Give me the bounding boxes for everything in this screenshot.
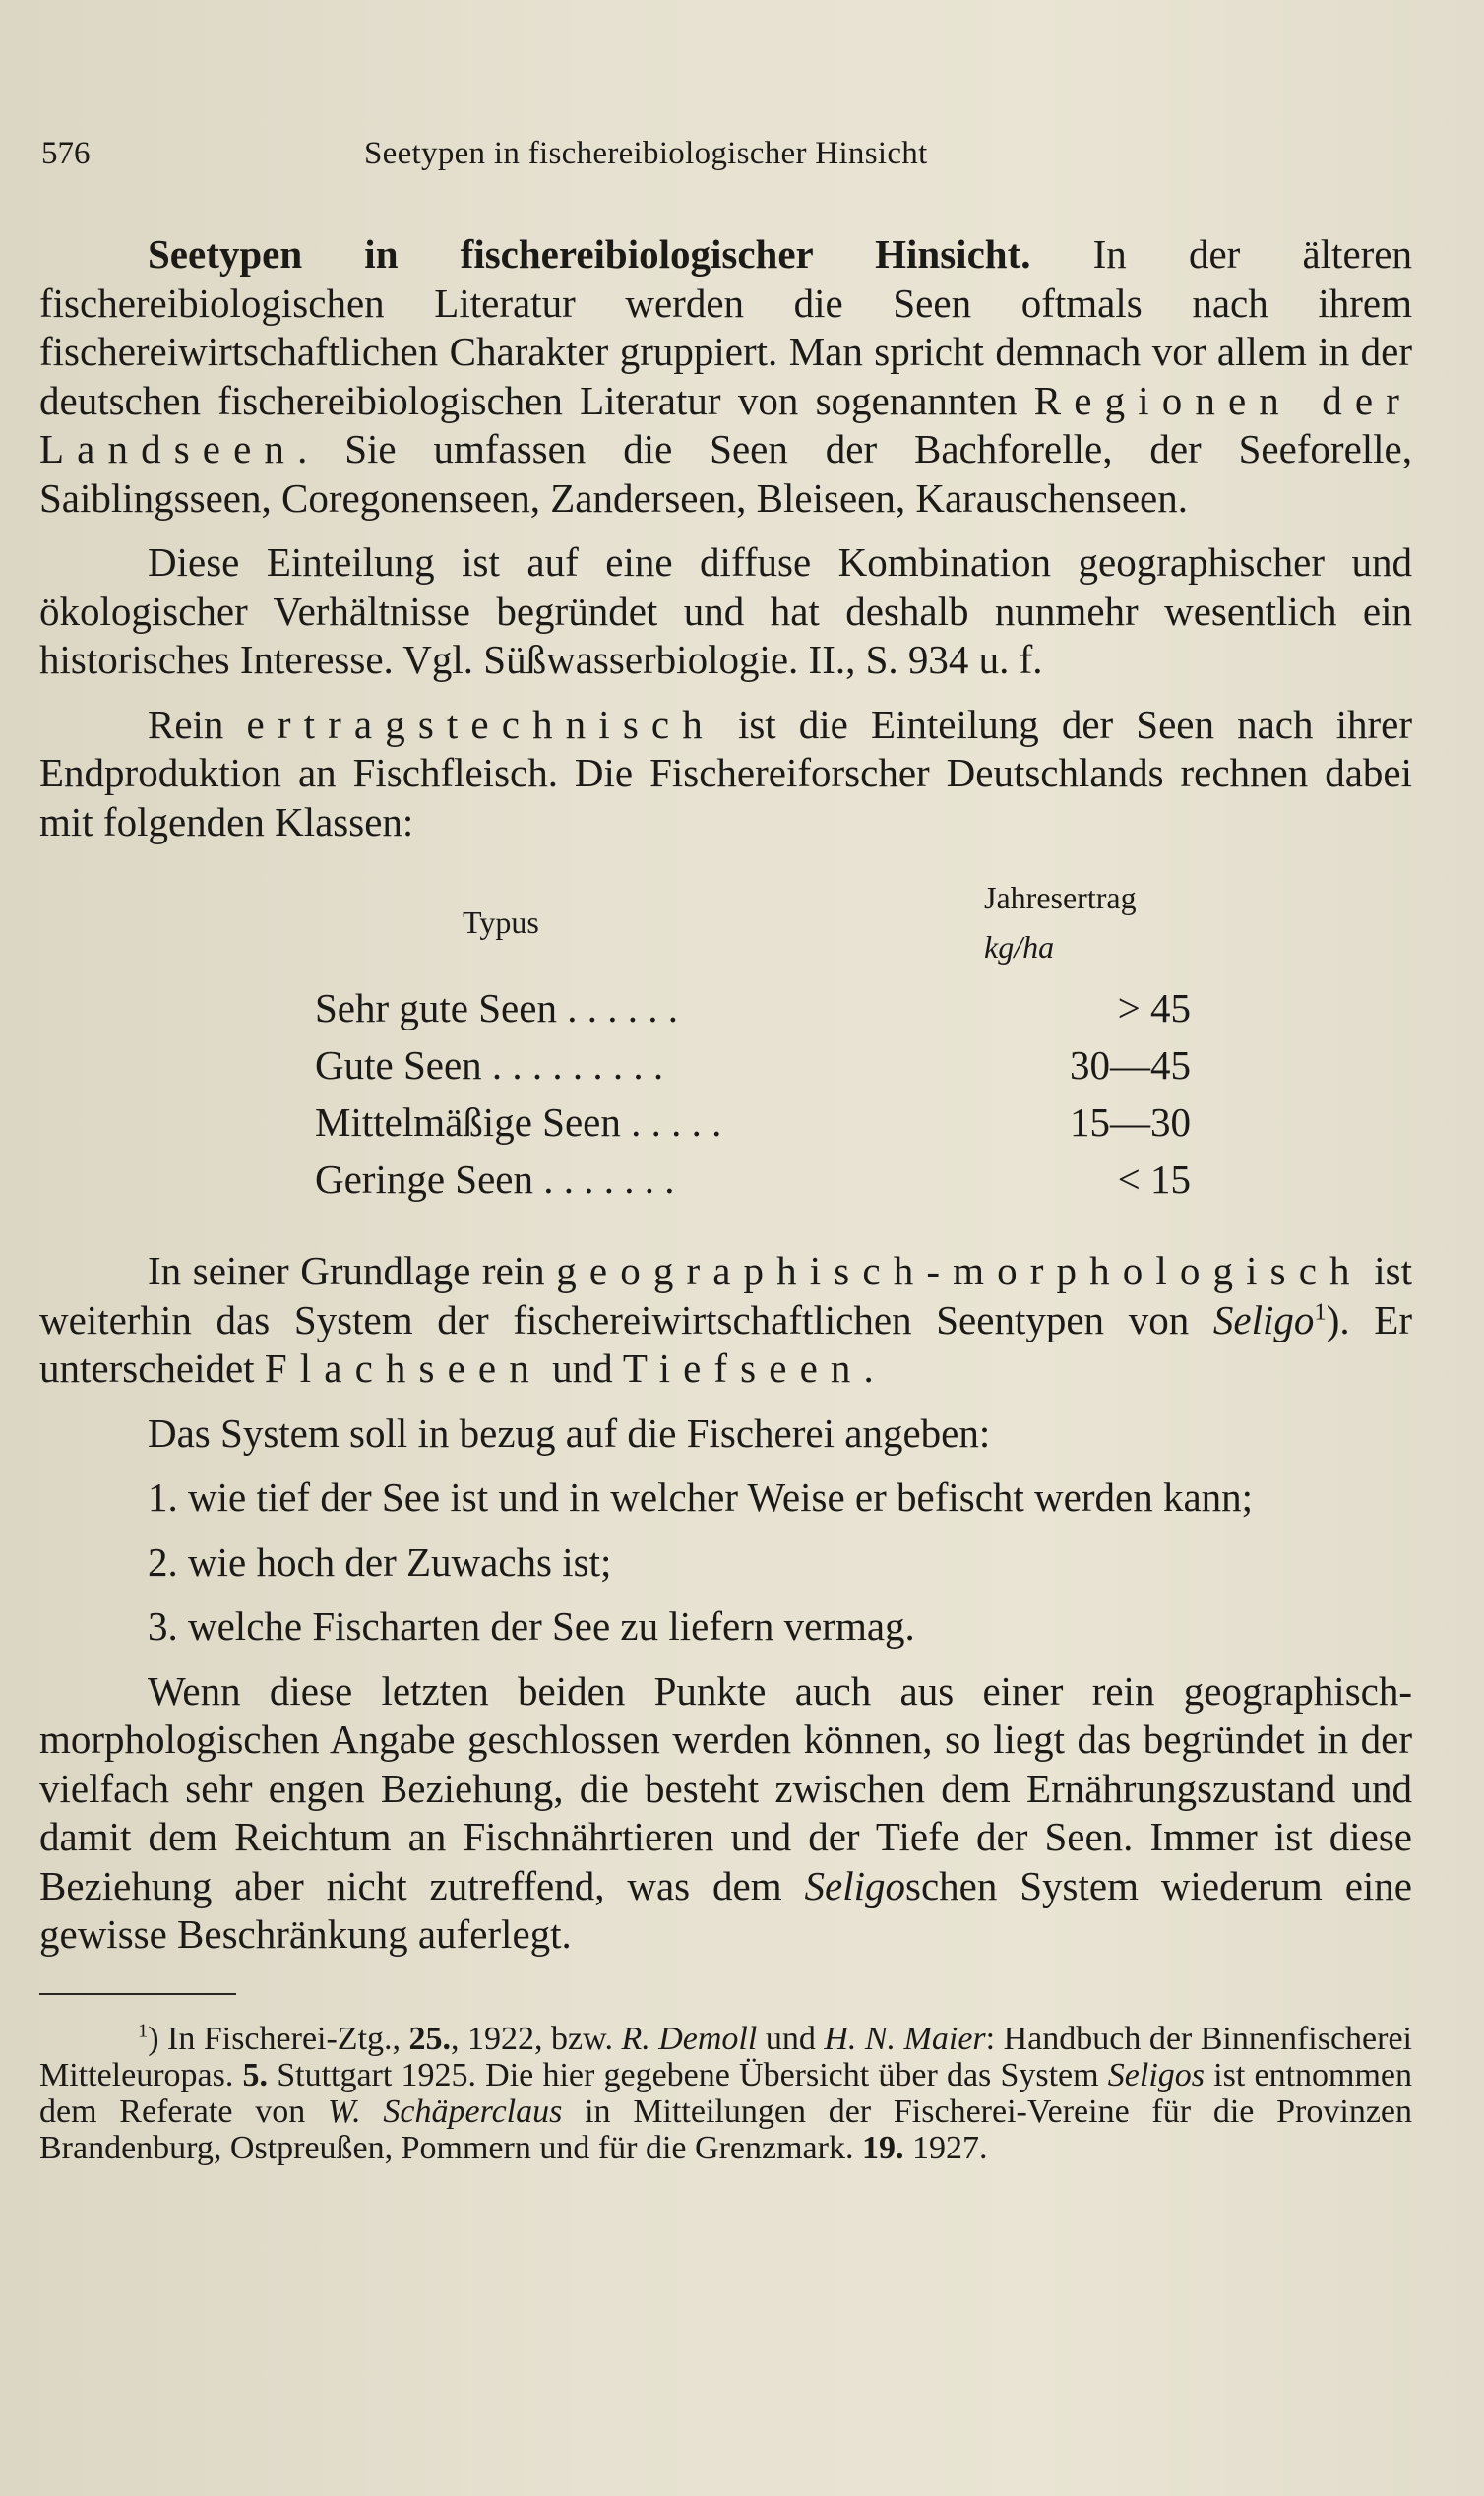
running-head — [39, 118, 1412, 177]
seligo-text-a: In seiner Grundlage rein — [148, 1248, 557, 1293]
author-schaeperclaus: W. Schäperclaus — [327, 2092, 563, 2130]
seligo-text-c: ). Er unterscheidet — [39, 1296, 1412, 1391]
seligo-text-b: ist weiterhin das System der fischereiwirtschaftlichen Seentypen von — [39, 1248, 1412, 1342]
lake-type: Mittelmäßige Seen . . . . . — [315, 1099, 722, 1145]
spaced-term-tiefseen: Tiefseen — [622, 1345, 864, 1391]
author-maier: H. N. Maier — [824, 2020, 986, 2057]
yield-value: 30—45 — [1070, 1042, 1191, 1088]
running-title: Seetypen in fischereibiologischer Hinsicht — [364, 136, 928, 171]
paragraph-ertrag — [39, 701, 1412, 847]
paragraph-conclusion — [39, 1667, 1412, 1960]
table-row — [315, 1036, 1191, 1093]
footnote-number: 1 — [138, 2020, 149, 2042]
footnote-mark: 1 — [1314, 1297, 1327, 1325]
table-header-row — [315, 874, 1191, 979]
page-number: 576 — [41, 136, 91, 171]
volume-number: 19. — [861, 2129, 904, 2166]
table-row — [315, 979, 1191, 1036]
yield-classes-table — [315, 874, 1191, 1208]
footnote: $^1$) In Fischerei-Ztg., 25., 1922, bzw. R. Demoll und H. N. Maier: Handbuch der Binnenfischerei Mitteleuropas. 5. Stuttgart 1925. Die hier gegebene Übersicht über das System Seligos ist entnommen dem Referate von W. Schäperclaus in Mitteilungen der Fischerei-Vereine für die Provinzen Brandenburg, Ostpreußen, Pommern und für die Grenzmark. 19. 1927. — [39, 2020, 1413, 2166]
page-content — [39, 118, 1412, 2166]
footnote-rule — [39, 1993, 236, 1995]
list-item: 2. wie hoch der Zuwachs ist; — [148, 1538, 612, 1585]
volume-number: 25. — [408, 2020, 452, 2057]
lake-type: Sehr gute Seen . . . . . . — [315, 985, 678, 1030]
lake-type: Gute Seen . . . . . . . . . — [315, 1042, 664, 1088]
list-item: 1. wie tief der See ist und in welcher Weise er befischt werden kann; — [148, 1474, 1254, 1520]
spaced-term-flachseen: Flachseen — [264, 1345, 542, 1391]
section-heading: Seetypen in fischereibiologischer Hinsicht. — [148, 231, 1031, 277]
yield-value: < 15 — [1117, 1156, 1191, 1202]
einteilung-text: Diese Einteilung ist auf eine diffuse Kombination geographischer und ökologischer Verhältnisse begründet und hat deshalb nunmehr wesentlich ein historisches Interesse. Vgl. Süßwasserbiologie. II., S. 934 u. f. — [39, 539, 1412, 682]
paragraph-intro — [39, 230, 1412, 523]
spaced-term-regionen: Regionen der Landseen — [39, 377, 1412, 471]
conclusion-text-b: schen System wiederum eine gewisse Beschränkung auferlegt. — [39, 1862, 1412, 1957]
author-seligo: Seligo — [1212, 1296, 1315, 1342]
author-seligo: Seligo — [804, 1862, 905, 1908]
author-demoll: R. Demoll — [621, 2020, 758, 2057]
paragraph-seligo — [39, 1247, 1412, 1394]
spaced-term-ertragstechnisch: ertragstechnisch — [246, 701, 715, 747]
paragraph-einteilung — [39, 538, 1412, 685]
yield-value: > 45 — [1117, 985, 1191, 1030]
table-row — [315, 1093, 1191, 1151]
col-header-typus: Typus — [463, 904, 539, 940]
spaced-term-geographisch: geographisch-morphologisch — [556, 1248, 1363, 1293]
system-text: Das System soll in bezug auf die Fischerei angeben: — [148, 1409, 991, 1456]
paragraph-system — [39, 1409, 1412, 1459]
table-row — [315, 1151, 1191, 1208]
yield-value: 15—30 — [1070, 1099, 1191, 1145]
ertrag-text-b: ist die Einteilung der Seen nach ihrer Endproduktion an Fischfleisch. Die Fischereiforscher Deutschlands rechnen dabei mit folgenden Klassen: — [39, 701, 1412, 844]
ertrag-text-a: Rein — [148, 701, 247, 747]
col-header-jahresertrag: Jahresertrag kg/ha — [984, 880, 1137, 965]
seligo-text-d: und — [541, 1345, 623, 1391]
author-seligos: Seligos — [1107, 2056, 1205, 2093]
seligo-text-e: . — [863, 1345, 874, 1391]
volume-number: 5. — [242, 2056, 269, 2093]
list-item: 3. welche Fischarten der See zu liefern vermag. — [148, 1603, 915, 1649]
intro-text-b: . Sie umfassen die Seen der Bachforelle, der Seeforelle, Saiblingsseen, Coregonenseen, Zanderseen, Bleiseen, Karauschenseen. — [39, 426, 1412, 521]
lake-type: Geringe Seen . . . . . . . — [315, 1156, 675, 1202]
unit-label: kg/ha — [984, 928, 1055, 965]
conclusion-text-a: Wenn diese letzten beiden Punkte auch aus einer rein geographisch-morphologischen Angabe geschlossen werden können, so liegt das begründet in der vielfach sehr engen Beziehung, die besteht zwischen dem Ernährungszustand und damit dem Reichtum an Fischnährtieren und der Tiefe der Seen. Immer ist diese Beziehung aber nicht zutreffend, was dem — [39, 1667, 1412, 1908]
intro-text-a: In der älteren fischereibiologischen Literatur werden die Seen oftmals nach ihrem fischereiwirtschaftlichen Charakter gruppiert. Man spricht demnach vor allem in der deutschen fischereibiologischen Literatur von sogenannten — [39, 231, 1412, 423]
